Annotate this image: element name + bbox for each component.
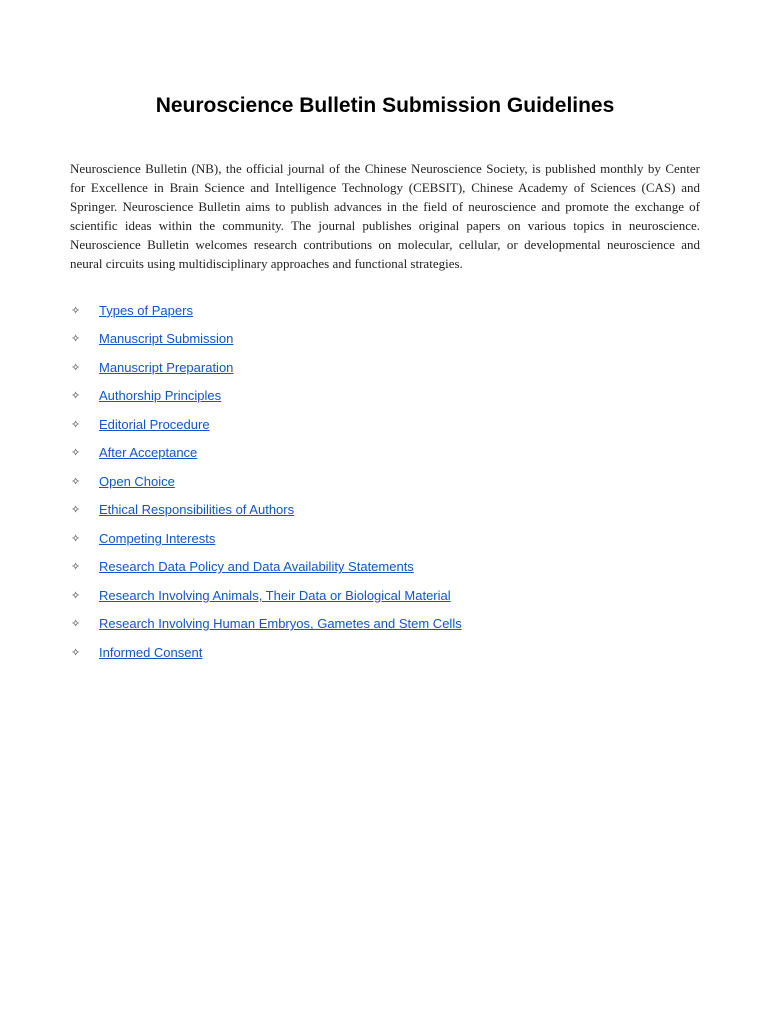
toc-item — [70, 638, 700, 667]
toc-item — [70, 382, 700, 411]
toc-link-open-choice[interactable]: Open Choice — [99, 473, 175, 489]
star-bullet-icon: ✧ — [71, 560, 81, 574]
star-bullet-icon: ✧ — [71, 617, 81, 631]
table-of-contents — [70, 296, 700, 667]
star-bullet-icon: ✧ — [71, 645, 81, 659]
toc-item — [70, 325, 700, 354]
star-bullet-icon: ✧ — [71, 417, 81, 431]
toc-link-informed-consent[interactable]: Informed Consent — [99, 644, 203, 660]
star-bullet-icon: ✧ — [71, 332, 81, 346]
toc-item — [70, 439, 700, 468]
toc-link-manuscript-submission[interactable]: Manuscript Submission — [99, 331, 234, 347]
toc-item — [70, 296, 700, 325]
toc-item — [70, 353, 700, 382]
toc-item — [70, 581, 700, 610]
toc-item — [70, 410, 700, 439]
toc-link-ethical-responsibilities[interactable]: Ethical Responsibilities of Authors — [99, 502, 295, 518]
toc-link-research-involving-animals[interactable]: Research Involving Animals, Their Data or Biological Material — [99, 587, 451, 603]
toc-item — [70, 496, 700, 525]
star-bullet-icon: ✧ — [71, 303, 81, 317]
toc-item — [70, 610, 700, 639]
toc-item — [70, 553, 700, 582]
toc-link-editorial-procedure[interactable]: Editorial Procedure — [99, 416, 210, 432]
toc-link-competing-interests[interactable]: Competing Interests — [99, 530, 216, 546]
toc-link-authorship-principles[interactable]: Authorship Principles — [99, 388, 222, 404]
toc-link-types-of-papers[interactable]: Types of Papers — [99, 302, 193, 318]
page-title: Neuroscience Bulletin Submission Guidelines — [155, 94, 615, 117]
star-bullet-icon: ✧ — [71, 503, 81, 517]
star-bullet-icon: ✧ — [71, 360, 81, 374]
star-bullet-icon: ✧ — [71, 389, 81, 403]
toc-link-manuscript-preparation[interactable]: Manuscript Preparation — [99, 359, 234, 375]
toc-link-after-acceptance[interactable]: After Acceptance — [99, 445, 198, 461]
star-bullet-icon: ✧ — [71, 531, 81, 545]
toc-link-research-involving-human-embryos[interactable]: Research Involving Human Embryos, Gametes and Stem Cells — [99, 616, 462, 632]
toc-link-research-data-policy[interactable]: Research Data Policy and Data Availability Statements — [99, 559, 414, 575]
star-bullet-icon: ✧ — [71, 446, 81, 460]
star-bullet-icon: ✧ — [71, 474, 81, 488]
intro-paragraph: Neuroscience Bulletin (NB), the official journal of the Chinese Neuroscience Society, is published monthly by Center for Excellence in Brain Science and Intelligence Technology (CEBSIT), Chinese Academy of Sciences (CAS) and Springer. Neuroscience Bulletin aims to publish advances in the field of neuroscience and promote the exchange of scientific ideas within the community. The journal publishes original papers on various topics in neuroscience. Neuroscience Bulletin welcomes research contributions on molecular, cellular, or developmental neuroscience and neural circuits using multidisciplinary approaches and functional strategies. — [70, 161, 700, 271]
star-bullet-icon: ✧ — [71, 588, 81, 602]
toc-item — [70, 524, 700, 553]
toc-item — [70, 467, 700, 496]
